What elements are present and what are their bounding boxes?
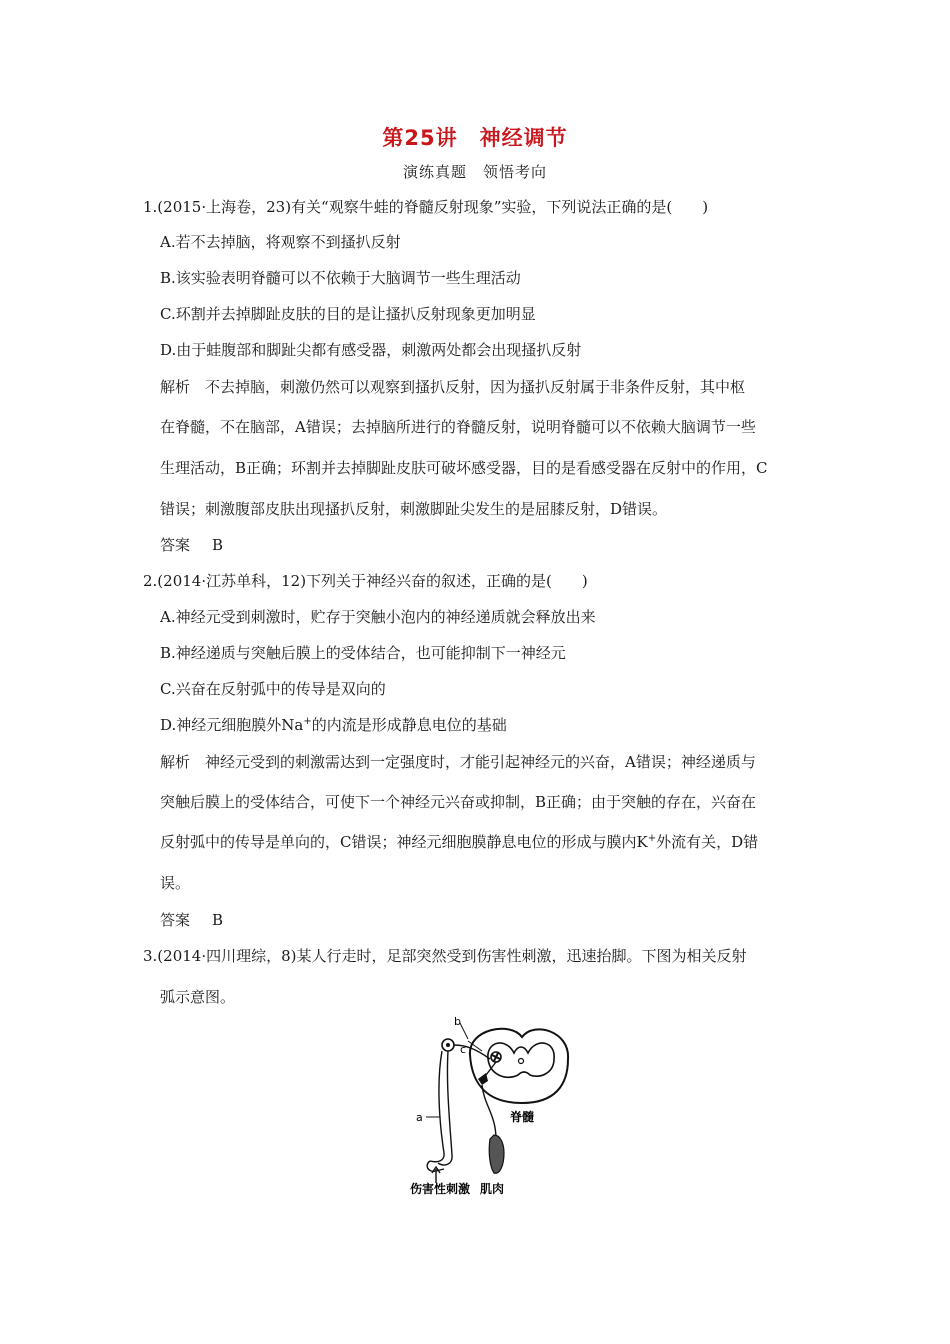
- superscript: +: [303, 716, 312, 727]
- question-3-stem-line-1: 3.(2014·四川理综，8)某人行走时，足部突然受到伤害性刺激，迅速抬脚。下图为相关反射: [143, 947, 747, 965]
- label-muscle: 肌肉: [480, 1182, 505, 1195]
- question-3-stem-line-2: 弧示意图。: [160, 988, 236, 1006]
- answer-label: 答案: [160, 911, 191, 929]
- question-2-answer: [160, 910, 223, 930]
- answer-value: B: [212, 536, 224, 554]
- question-2-analysis-line-1: 解析 神经元受到的刺激需达到一定强度时，才能引起神经元的兴奋，A错误；神经递质与: [160, 753, 756, 771]
- page-title: 第25讲 神经调节: [382, 126, 568, 150]
- label-spinal-cord: 脊髓: [510, 1110, 535, 1124]
- question-1-answer: [160, 535, 223, 555]
- label-stimulus: 伤害性刺激: [410, 1182, 471, 1195]
- question-2-analysis-line-3: [160, 832, 758, 852]
- question-1-option-b: B.该实验表明脊髓可以不依赖于大脑调节一些生理活动: [160, 269, 521, 287]
- analysis-text-end: 外流有关，D错: [656, 833, 759, 851]
- question-2-option-c: C.兴奋在反射弧中的传导是双向的: [160, 680, 386, 698]
- superscript: +: [647, 833, 657, 844]
- question-1-analysis-line-2: 在脊髓，不在脑部，A错误；去掉脑所进行的脊髓反射，说明脊髓可以不依赖大脑调节一些: [160, 418, 756, 436]
- label-c: c: [460, 1043, 467, 1056]
- question-2-stem: 2.(2014·江苏单科，12)下列关于神经兴奋的叙述，正确的是( ): [143, 572, 588, 590]
- analysis-text: 反射弧中的传导是单向的，C错误；神经元细胞膜静息电位的形成与膜内K: [160, 833, 648, 851]
- question-1-analysis-line-3: 生理活动，B正确；环割并去掉脚趾皮肤可破坏感受器，目的是看感受器在反射中的作用，C: [160, 459, 768, 477]
- question-1-stem: 1.(2015·上海卷，23)有关“观察牛蛙的脊髓反射现象”实验，下列说法正确的是( ): [143, 198, 709, 216]
- question-1-option-a: A.若不去掉脑，将观察不到搔扒反射: [160, 233, 401, 251]
- label-a: a: [416, 1111, 423, 1124]
- question-2-option-d: [160, 715, 507, 735]
- question-2-analysis-line-4: 误。: [160, 874, 191, 892]
- answer-value: B: [212, 911, 224, 929]
- reflex-arc-diagram: [410, 1015, 575, 1195]
- muscle: [489, 1135, 504, 1173]
- question-2-option-a: A.神经元受到刺激时，贮存于突触小泡内的神经递质就会释放出来: [160, 608, 596, 626]
- question-1-analysis-line-4: 错误；刺激腹部皮肤出现搔扒反射，刺激脚趾尖发生的是屈膝反射，D错误。: [160, 500, 668, 518]
- page-subtitle: 演练真题 领悟考向: [402, 163, 547, 181]
- reflex-arc-figure: [410, 1015, 575, 1195]
- question-1-analysis-line-1: 解析 不去掉脑，刺激仍然可以观察到搔扒反射，因为搔扒反射属于非条件反射，其中枢: [160, 378, 746, 396]
- answer-label: 答案: [160, 536, 191, 554]
- question-2-analysis-line-2: 突触后膜上的受体结合，可使下一个神经元兴奋或抑制，B正确；由于突触的存在，兴奋在: [160, 793, 757, 811]
- question-1-option-d: D.由于蛙腹部和脚趾尖都有感受器，刺激两处都会出现搔扒反射: [160, 341, 582, 359]
- option-d-text-end: 的内流是形成静息电位的基础: [311, 716, 507, 734]
- label-b: b: [454, 1015, 461, 1028]
- question-2-option-b: B.神经递质与突触后膜上的受体结合，也可能抑制下一神经元: [160, 644, 566, 662]
- question-1-option-c: C.环割并去掉脚趾皮肤的目的是让搔扒反射现象更加明显: [160, 305, 536, 323]
- option-d-text: D.神经元细胞膜外Na: [160, 716, 304, 734]
